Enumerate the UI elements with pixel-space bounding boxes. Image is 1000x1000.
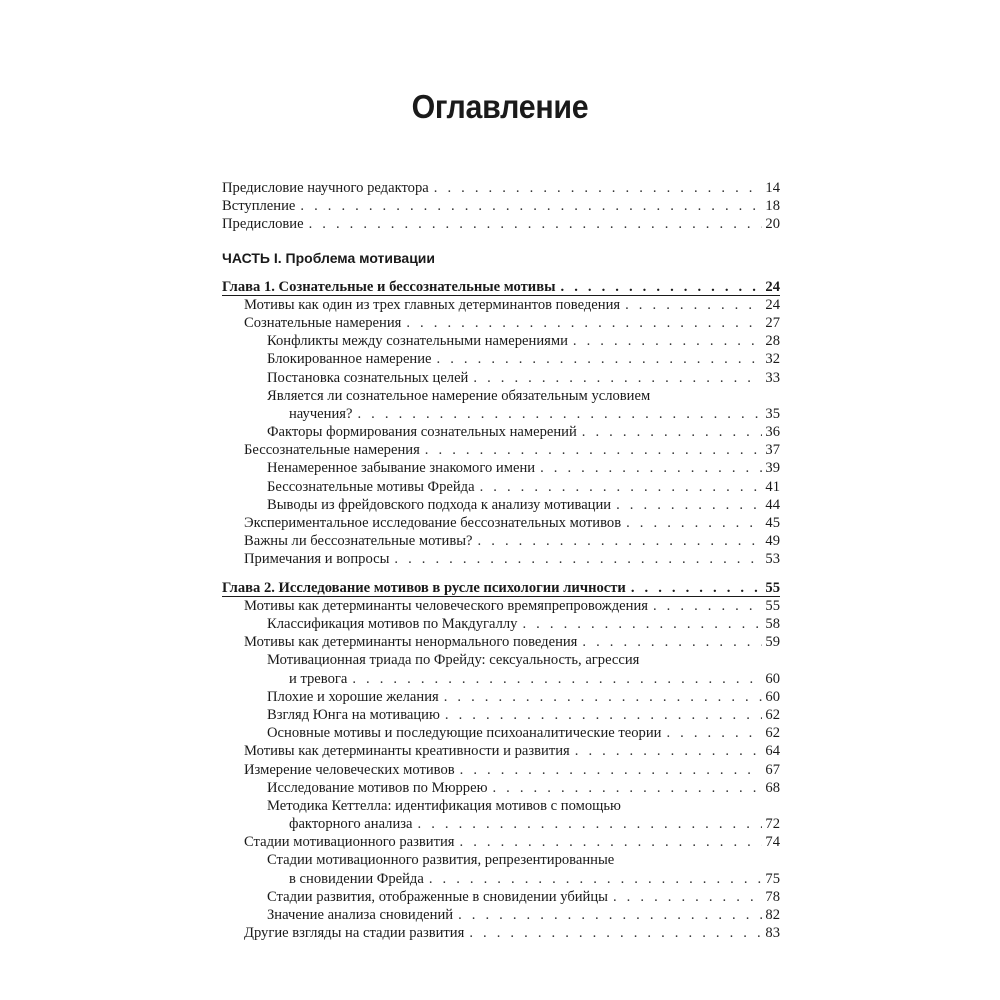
toc-entry-text: Является ли сознательное намерение обязательным условием	[267, 387, 651, 404]
dot-leader	[460, 761, 763, 779]
toc-entry	[222, 459, 780, 477]
toc-entry-text: Предисловие научного редактора	[222, 180, 429, 196]
toc-entry-text: Выводы из фрейдовского подхода к анализу мотивации	[267, 496, 612, 513]
toc-entry	[222, 688, 780, 706]
dot-leader	[626, 514, 762, 532]
toc-entry-text: Взгляд Юнга на мотивацию	[267, 706, 440, 723]
toc-page-number: 59	[765, 634, 780, 651]
dot-leader	[434, 179, 763, 197]
dot-leader	[666, 724, 762, 742]
toc-page-number: 82	[765, 907, 780, 924]
dot-leader	[437, 350, 763, 368]
toc-entry-text: Мотивы как детерминанты креативности и развития	[244, 743, 570, 760]
chapter-heading	[222, 278, 780, 296]
toc-page-number: 74	[765, 834, 780, 851]
toc-page-number: 53	[765, 551, 780, 568]
toc-page-number: 62	[765, 706, 780, 723]
toc-page-number: 67	[765, 761, 780, 778]
toc-entry	[222, 296, 780, 314]
toc-entry	[222, 724, 780, 742]
front-matter-list	[222, 179, 780, 234]
dot-leader	[429, 870, 763, 888]
toc-entry-text: Вступление	[222, 198, 296, 215]
dot-leader	[625, 296, 762, 314]
toc-entry	[222, 906, 780, 924]
toc-entry-text: Конфликты между сознательными намерениями	[267, 333, 568, 350]
toc-page-number: 39	[765, 460, 780, 477]
toc-page-number: 83	[765, 925, 780, 942]
toc-entry	[222, 514, 780, 532]
toc-page-number: 27	[765, 314, 780, 331]
toc-page-number: 60	[765, 670, 780, 687]
toc-entry	[222, 314, 780, 332]
dot-leader	[357, 405, 762, 423]
toc-entry	[222, 706, 780, 724]
dot-leader	[309, 215, 763, 233]
toc-page-number: 14	[765, 180, 780, 196]
dot-leader	[575, 742, 763, 760]
dot-leader	[473, 369, 762, 387]
toc-entry-text: Плохие и хорошие желания	[267, 688, 439, 705]
dot-leader	[573, 332, 763, 350]
toc-page-number: 33	[765, 369, 780, 386]
toc-entry-text: Основные мотивы и последующие психоаналитические теории	[267, 725, 662, 742]
page-title: Оглавление	[411, 88, 589, 125]
toc-entry	[222, 550, 780, 568]
toc-entry	[222, 332, 780, 350]
dot-leader	[480, 478, 763, 496]
dot-leader	[458, 906, 762, 924]
dot-leader	[653, 597, 762, 615]
dot-leader	[445, 706, 763, 724]
toc-entry	[222, 797, 780, 833]
dot-leader	[582, 423, 763, 441]
toc-entry	[222, 597, 780, 615]
toc-entry-text: Блокированное намерение	[267, 351, 432, 368]
table-of-contents	[222, 179, 780, 942]
toc-entry-text: Бессознательные намерения	[244, 442, 420, 459]
toc-entry-text: Мотивы как детерминанты человеческого времяпрепровождения	[244, 597, 648, 614]
toc-page-number: 75	[765, 870, 780, 887]
toc-entry	[222, 369, 780, 387]
toc-entry-text: Предисловие	[222, 216, 304, 233]
toc-entry	[222, 215, 780, 233]
toc-entry-text: Важны ли бессознательные мотивы?	[244, 533, 473, 550]
toc-entry-text: Бессознательные мотивы Фрейда	[267, 478, 475, 495]
toc-page-number: 41	[765, 478, 780, 495]
toc-entry	[222, 833, 780, 851]
toc-entry	[222, 633, 780, 651]
toc-page-number: 24	[765, 296, 780, 313]
toc-entry-text: Стадии развития, отображенные в сновидении убийцы	[267, 888, 608, 905]
toc-entry-text: Ненамеренное забывание знакомого имени	[267, 460, 536, 477]
toc-entry-text: Постановка сознательных целей	[267, 369, 469, 386]
part-heading: ЧАСТЬ I. Проблема мотивации	[222, 249, 436, 266]
toc-page-number: 32	[765, 351, 780, 368]
toc-page-number: 37	[765, 442, 780, 459]
dot-leader	[631, 579, 763, 597]
toc-entry	[222, 851, 780, 887]
toc-entry-text-continued: и тревога	[289, 670, 348, 687]
toc-entry-text: Мотивационная триада по Фрейду: сексуальность, агрессия	[267, 652, 640, 669]
toc-entry	[222, 651, 780, 687]
toc-entry-text: Сознательные намерения	[244, 314, 402, 331]
toc-entry-text: Факторы формирования сознательных намерений	[267, 424, 577, 441]
toc-entry-text-continued: в сновидении Фрейда	[289, 870, 424, 887]
toc-entry	[222, 441, 780, 459]
toc-entry-text: Стадии мотивационного развития	[244, 834, 455, 851]
toc-entry-text: Мотивы как один из трех главных детерминантов поведения	[244, 296, 621, 313]
dot-leader	[406, 314, 762, 332]
toc-entry	[222, 496, 780, 514]
toc-entry	[222, 779, 780, 797]
toc-page-number: 20	[765, 216, 780, 233]
chapter-2-section	[222, 579, 780, 943]
dot-leader	[394, 550, 762, 568]
dot-leader	[582, 633, 762, 651]
toc-entry	[222, 742, 780, 760]
chapter-heading	[222, 579, 780, 597]
toc-page-number: 72	[765, 816, 780, 833]
toc-entry	[222, 179, 780, 197]
dot-leader	[300, 197, 762, 215]
toc-page-number: 58	[765, 615, 780, 632]
toc-entry-text: Другие взгляды на стадии развития	[244, 925, 465, 942]
toc-entry-text-continued: научения?	[289, 405, 353, 422]
toc-entry	[222, 350, 780, 368]
toc-page-number: 55	[765, 579, 780, 596]
dot-leader	[478, 532, 763, 550]
toc-entry	[222, 924, 780, 942]
toc-entry-text: Мотивы как детерминанты ненормального поведения	[244, 634, 578, 651]
toc-page-number: 45	[765, 515, 780, 532]
toc-entry-text: Глава 1. Сознательные и бессознательные мотивы	[222, 278, 556, 295]
toc-page-number: 62	[765, 725, 780, 742]
toc-entry	[222, 423, 780, 441]
dot-leader	[425, 441, 763, 459]
toc-page-number: 68	[765, 779, 780, 796]
dot-leader	[469, 924, 762, 942]
toc-entry-text: Экспериментальное исследование бессознательных мотивов	[244, 515, 622, 532]
toc-page-number: 28	[765, 333, 780, 350]
dot-leader	[616, 496, 762, 514]
toc-page-number: 64	[765, 743, 780, 760]
toc-entry-text: Значение анализа сновидений	[267, 907, 454, 924]
toc-entry-text: Исследование мотивов по Мюррею	[267, 779, 488, 796]
toc-page-number: 44	[765, 496, 780, 513]
dot-leader	[540, 459, 762, 477]
toc-entry-text: Методика Кеттелла: идентификация мотивов с помощью	[267, 797, 621, 814]
toc-page-number: 60	[765, 688, 780, 705]
chapter-1-section	[222, 278, 780, 569]
toc-entry-text: Классификация мотивов по Макдугаллу	[267, 615, 518, 632]
dot-leader	[613, 888, 762, 906]
toc-entry	[222, 197, 780, 215]
toc-entry	[222, 532, 780, 550]
dot-leader	[492, 779, 762, 797]
toc-entry-text: Глава 2. Исследование мотивов в русле психологии личности	[222, 579, 626, 596]
dot-leader	[352, 670, 762, 688]
toc-page-number: 24	[765, 278, 780, 295]
dot-leader	[561, 278, 763, 296]
toc-entry	[222, 478, 780, 496]
toc-page-number: 78	[765, 888, 780, 905]
dot-leader	[418, 815, 763, 833]
toc-entry-text: Стадии мотивационного развития, репрезентированные	[267, 852, 615, 869]
toc-entry	[222, 387, 780, 423]
dot-leader	[522, 615, 762, 633]
toc-page-number: 36	[765, 424, 780, 441]
toc-entry	[222, 615, 780, 633]
toc-entry-text: Примечания и вопросы	[244, 551, 390, 568]
dot-leader	[460, 833, 763, 851]
toc-entry	[222, 888, 780, 906]
toc-entry-text: Измерение человеческих мотивов	[244, 761, 455, 778]
toc-page-number: 55	[765, 597, 780, 614]
toc-entry-text-continued: факторного анализа	[289, 816, 413, 833]
toc-page-number: 49	[765, 533, 780, 550]
dot-leader	[444, 688, 763, 706]
toc-page-number: 18	[765, 198, 780, 215]
toc-entry	[222, 761, 780, 779]
toc-page-number: 35	[765, 405, 780, 422]
